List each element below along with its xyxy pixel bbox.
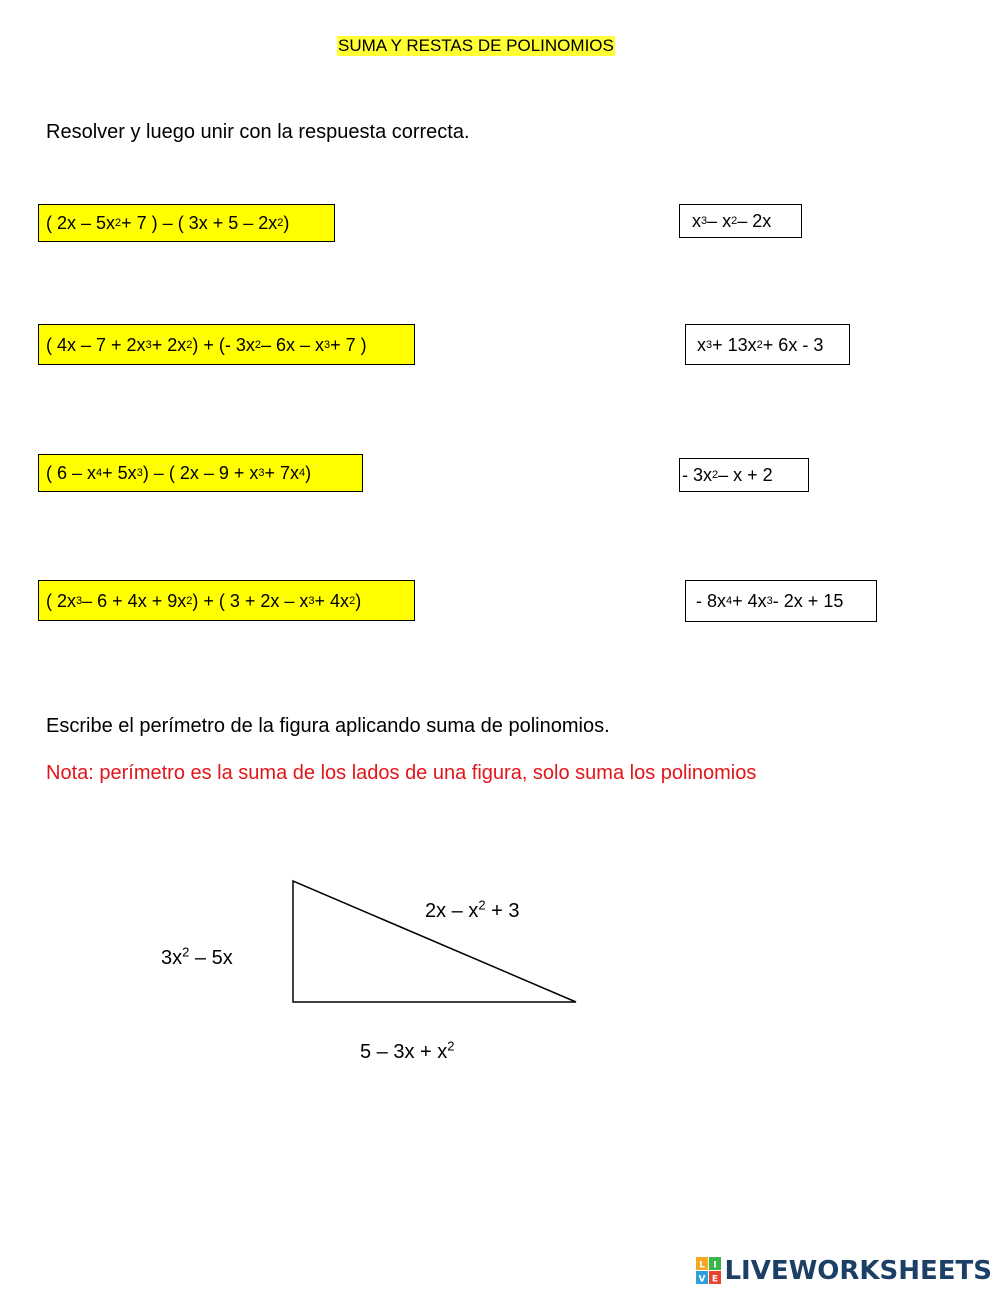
note: Nota: perímetro es la suma de los lados de una figura, solo suma los polinomios [46, 762, 757, 784]
svg-text:E: E [712, 1274, 719, 1285]
liveworksheets-logo-icon [696, 1257, 722, 1285]
worksheet-title: SUMA Y RESTAS DE POLINOMIOS [338, 36, 614, 55]
expression-1[interactable]: ( 2x – 5x 2 + 7 ) – ( 3x + 5 – 2x 2 ) [38, 204, 335, 242]
svg-text:L: L [699, 1260, 706, 1271]
triangle-hypotenuse-label: $2x - x^2 + 3$ [425, 897, 520, 922]
expression-2[interactable]: ( 4x – 7 + 2x 3 + 2x 2 ) + (- 3x 2 – 6x – x 3 + 7 ) [38, 324, 415, 365]
svg-text:V: V [698, 1274, 706, 1285]
liveworksheets-logo-text: LIVEWORKSHEETS [724, 1256, 992, 1286]
expression-4[interactable]: ( 2x 3 – 6 + 4x + 9x 2 ) + ( 3 + 2x – x 3 + 4x 2 ) [38, 580, 415, 621]
perimeter-instruction: Escribe el perímetro de la figura aplicando suma de polinomios. [46, 715, 610, 737]
triangle-side-bottom-label: $5 - 3x + x^2$ [360, 1038, 455, 1063]
liveworksheets-logo[interactable] [696, 1255, 992, 1287]
answer-2[interactable]: x 3 + 13x 2 + 6x - 3 [685, 324, 850, 365]
svg-text:I: I [713, 1260, 718, 1271]
expression-3[interactable]: ( 6 – x 4 + 5x 3 ) – ( 2x – 9 + x 3 + 7x 4 ) [38, 454, 363, 492]
answer-1[interactable]: x 3 – x 2 – 2x [679, 204, 802, 238]
triangle-side-left-label: $3x^2 - 5x$ [161, 944, 233, 969]
instructions: Resolver y luego unir con la respuesta correcta. [46, 121, 470, 143]
answer-3[interactable]: - 3x 2 – x + 2 [679, 458, 809, 492]
answer-4[interactable]: - 8x 4 + 4x 3 - 2x + 15 [685, 580, 877, 622]
